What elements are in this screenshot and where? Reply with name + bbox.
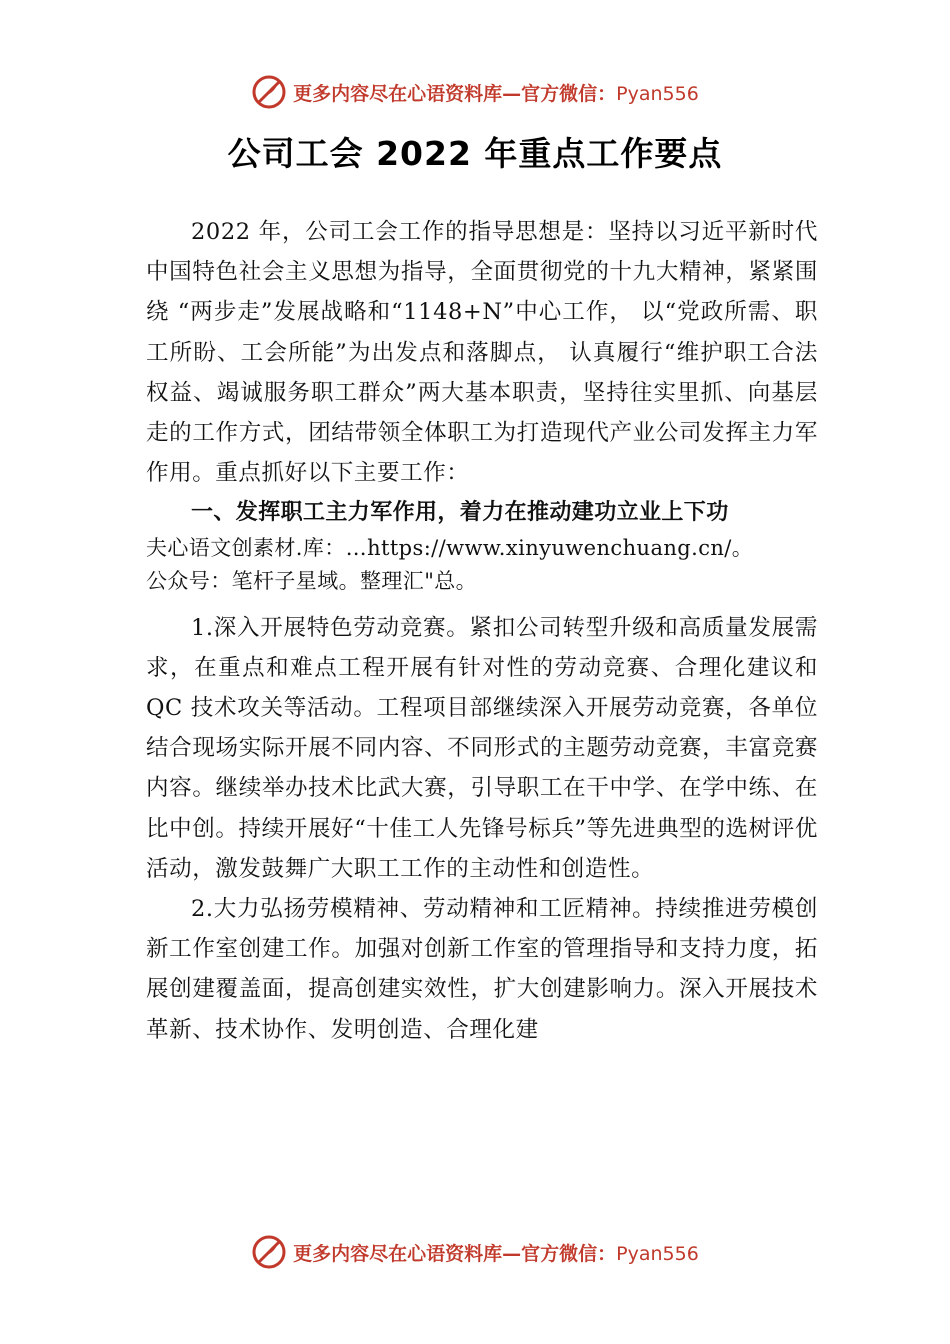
feather-circle-logo-icon <box>251 74 287 110</box>
wechat-id: Pyan556 <box>616 1242 699 1265</box>
feather-circle-logo-icon <box>251 1234 287 1270</box>
section-heading: 一、发挥职工主力军作用，着力在推动建功立业上下功 <box>191 500 729 526</box>
document-title: 公司工会 2022 年重点工作要点 <box>227 134 723 173</box>
footer-watermark-banner <box>0 1232 950 1272</box>
banner-text: 更多内容尽在心语资料库—官方微信：Pyan556 <box>293 82 699 105</box>
body-paragraph: 2.大力弘扬劳模精神、劳动精神和工匠精神。持续推进劳模创新工作室创建工作。加强对创新工作室的管理指导和支持力度，拓展创建覆盖面，提高创建实效性，扩大创建影响力。深入开展技术革新、技术协作、发明创造、合理化建 <box>146 896 818 1043</box>
document-body <box>146 212 818 1050</box>
source-note-line: 夫心语文创素材.库：…https://www.xinyuwenchuang.cn/。 <box>146 535 754 560</box>
banner-text: 更多内容尽在心语资料库—官方微信：Pyan556 <box>293 1242 699 1265</box>
body-paragraph: 1.深入开展特色劳动竞赛。紧扣公司转型升级和高质量发展需求，在重点和难点工程开展有针对性的劳动竞赛、合理化建议和 QC 技术攻关等活动。工程项目部继续深入开展劳动竞赛，各单位结合现场实际开展不同内容、不同形式的主题劳动竞赛，丰富竞赛内容。继续举办技术比武大赛，引导职工在干中学、在学中练、在比中创。持续开展好“十佳工人先锋号标兵”等先进典型的选树评优活动，激发鼓舞广大职工工作的主动性和创造性。 <box>146 614 818 882</box>
wechat-id: Pyan556 <box>616 82 699 105</box>
header-watermark-banner <box>0 72 950 112</box>
intro-paragraph: 2022 年，公司工会工作的指导思想是：坚持以习近平新时代中国特色社会主义思想为指导，全面贯彻党的十九大精神，紧紧围绕 “两步走”发展战略和“1148+N”中心工作， 以“党政所需、职工所盼、工会所能”为出发点和落脚点， 认真履行“维护职工合法权益、竭诚服务职工群众”两大基本职责，坚持往实里抓、向基层走的工作方式，团结带领全体职工为打造现代产业公司发挥主力军作用。重点抓好以下主要工作： <box>146 219 818 487</box>
source-note-line: 公众号：笔杆子星域。整理汇"总。 <box>146 568 478 593</box>
